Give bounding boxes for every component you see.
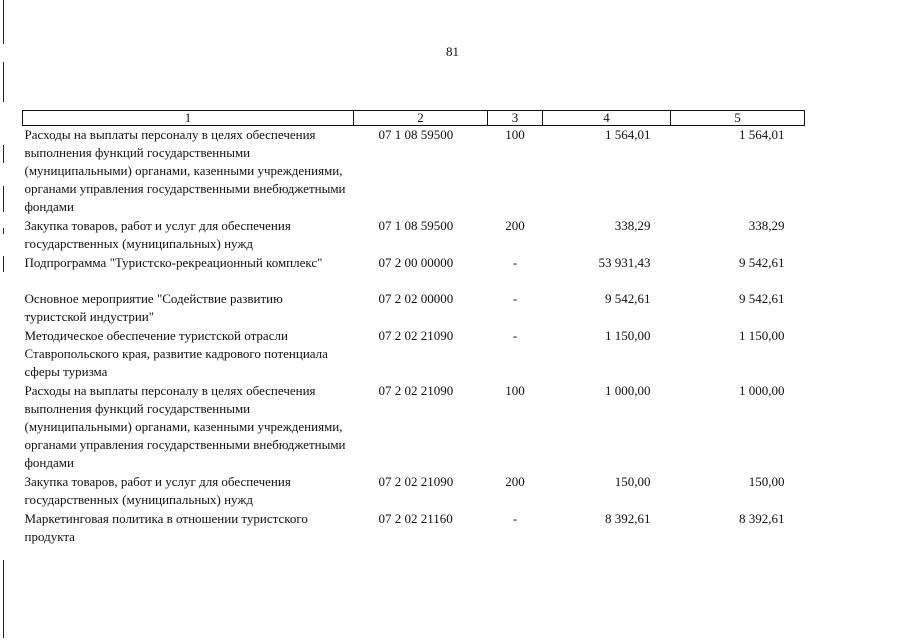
row-code: 07 2 02 21160 <box>378 511 453 526</box>
scan-edge-line <box>3 0 4 44</box>
table-row <box>23 327 805 382</box>
row-name: Закупка товаров, работ и услуг для обеспечения государственных (муниципальных) нужд <box>24 218 291 251</box>
scan-edge-line <box>3 228 4 234</box>
row-sum-5: 9 542,61 <box>739 291 785 306</box>
column-header-1: 1 <box>23 111 354 126</box>
table-row <box>23 382 805 473</box>
table-header <box>23 111 805 126</box>
row-name: Маркетинговая политика в отношении туристского продукта <box>24 511 308 544</box>
row-sum-4: 150,00 <box>614 474 651 489</box>
row-sum-5: 150,00 <box>748 474 785 489</box>
page-number: 81 <box>446 44 459 59</box>
row-code: 07 1 08 59500 <box>378 218 454 233</box>
column-header-5: 5 <box>671 111 805 126</box>
scan-edge-line <box>3 256 4 272</box>
row-sum-4: 53 931,43 <box>598 255 651 270</box>
row-sum-5: 1 564,01 <box>739 127 785 142</box>
row-name: Расходы на выплаты персоналу в целях обеспечения выполнения функций государственными (муниципальными) органами, казенными учреждениями, органами управления государственными внебюджетными фондами <box>24 127 346 214</box>
scan-edge-line <box>3 560 4 638</box>
row-sum-4: 9 542,61 <box>605 291 651 306</box>
row-sum-5: 338,29 <box>748 218 785 233</box>
row-sum-5: 8 392,61 <box>739 511 785 526</box>
row-code: 07 2 02 21090 <box>378 474 454 489</box>
budget-table <box>22 110 805 547</box>
table-row <box>23 290 805 327</box>
row-name: Методическое обеспечение туристской отрасли Ставропольского края, развитие кадрового потенциала сферы туризма <box>24 328 328 379</box>
table-row <box>23 217 805 254</box>
row-code: 07 2 00 00000 <box>378 255 454 270</box>
row-name: Расходы на выплаты персоналу в целях обеспечения выполнения функций государственными (муниципальными) органами, казенными учреждениями, органами управления государственными внебюджетными фондами <box>24 383 346 470</box>
row-name: Основное мероприятие "Содействие развитию туристской индустрии" <box>24 291 283 324</box>
scan-edge-line <box>3 186 4 212</box>
row-sum-4: 1 000,00 <box>605 383 651 398</box>
column-header-3: 3 <box>488 111 543 126</box>
row-sum-4: 338,29 <box>614 218 651 233</box>
column-header-4: 4 <box>543 111 671 126</box>
row-sum-4: 8 392,61 <box>605 511 651 526</box>
row-code: 07 2 02 21090 <box>378 328 454 343</box>
row-sum-5: 9 542,61 <box>739 255 785 270</box>
row-expense-type: - <box>512 511 518 526</box>
row-code: 07 2 02 21090 <box>378 383 454 398</box>
row-name: Подпрограмма "Туристско-рекреационный комплекс" <box>24 255 323 270</box>
scan-edge-line <box>3 62 4 102</box>
row-expense-type: - <box>512 291 518 306</box>
row-expense-type: 100 <box>505 383 525 398</box>
column-header-2: 2 <box>354 111 488 126</box>
row-sum-4: 1 564,01 <box>605 127 651 142</box>
row-expense-type: - <box>512 255 518 270</box>
row-sum-5: 1 000,00 <box>739 383 785 398</box>
scan-edge-line <box>3 145 4 163</box>
row-code: 07 2 02 00000 <box>378 291 454 306</box>
row-name: Закупка товаров, работ и услуг для обеспечения государственных (муниципальных) нужд <box>24 474 291 507</box>
row-expense-type: 200 <box>505 474 525 489</box>
table-row <box>23 126 805 218</box>
row-code: 07 1 08 59500 <box>378 127 454 142</box>
table-row <box>23 473 805 510</box>
row-sum-5: 1 150,00 <box>739 328 785 343</box>
row-expense-type: 200 <box>505 218 525 233</box>
table-row <box>23 254 805 290</box>
row-sum-4: 1 150,00 <box>605 328 651 343</box>
row-expense-type: 100 <box>505 127 525 142</box>
row-expense-type: - <box>512 328 518 343</box>
table-row <box>23 510 805 547</box>
